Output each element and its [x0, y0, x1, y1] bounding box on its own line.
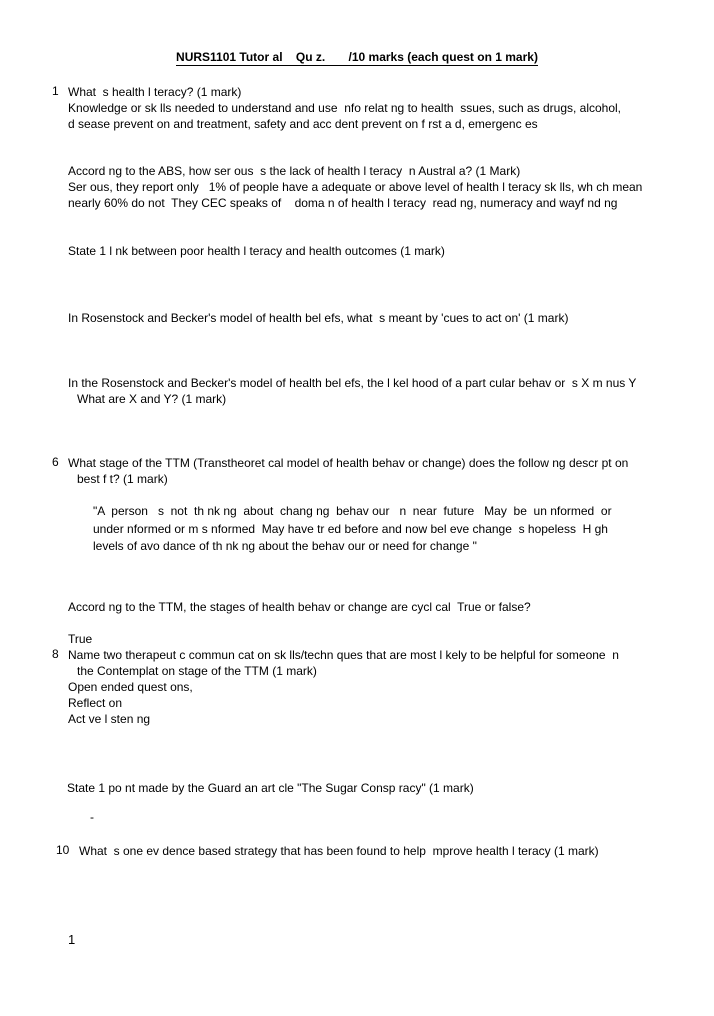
answer-1-line-1: Knowledge or sk lls needed to understand and use nfo relat ng to health ssues, such as drugs, alcohol, [68, 101, 622, 115]
question-7-text: Accord ng to the TTM, the stages of health behav or change are cycl cal True or false? [68, 600, 531, 614]
question-8-line-2: the Contemplat on stage of the TTM (1 mark) [77, 664, 317, 678]
question-4 [68, 310, 658, 326]
question-2-text: Accord ng to the ABS, how ser ous s the lack of health l teracy n Austral a? (1 Mark) [68, 164, 521, 178]
question-10 [79, 843, 669, 859]
question-1-text: What s health l teracy? (1 mark) [68, 85, 242, 99]
quote-line-3: levels of avo dance of th nk ng about the behav our or need for change " [93, 539, 477, 553]
question-3-text: State 1 l nk between poor health l teracy and health outcomes (1 mark) [68, 244, 445, 258]
question-5-line-2: What are X and Y? (1 mark) [77, 392, 227, 406]
question-8 [68, 647, 658, 727]
question-1 [68, 84, 658, 132]
question-9-text: State 1 po nt made by the Guard an art cle "The Sugar Consp racy" (1 mark) [67, 781, 474, 795]
answer-9 [90, 809, 130, 825]
question-6-number: 6 [52, 455, 59, 469]
question-4-text: In Rosenstock and Becker's model of health bel efs, what s meant by 'cues to act on' (1 mark) [68, 311, 569, 325]
quiz-title-text: NURS1101 Tutor al Qu z. /10 marks (each quest on 1 mark) [176, 50, 538, 64]
question-6-quote [93, 503, 633, 556]
question-8-number: 8 [52, 647, 59, 661]
quote-line-2: under nformed or m s nformed May have tr ed before and now bel eve change s hopeless H gh [93, 521, 608, 536]
question-10-number: 10 [56, 843, 70, 857]
question-8-line-1: Name two therapeut c commun cat on sk lls/techn ques that are most l kely to be helpful for someone n [68, 648, 619, 662]
question-5 [68, 375, 658, 407]
answer-1-line-2: d sease prevent on and treatment, safety and acc dent prevent on f rst a d, emergenc es [68, 117, 538, 131]
answer-8-line-2: Reflect on [68, 696, 123, 710]
question-1-number: 1 [52, 84, 59, 98]
page-number: 1 [68, 932, 76, 947]
question-10-text: What s one ev dence based strategy that has been found to help mprove health l teracy (1 mark) [79, 844, 599, 858]
question-5-line-1: In the Rosenstock and Becker's model of health bel efs, the l kel hood of a part cular behav or s X m nus Y [68, 376, 637, 390]
answer-7: True [68, 632, 93, 646]
spacer [68, 615, 658, 631]
answer-9-text: - [90, 810, 94, 824]
question-6-line-2: best f t? (1 mark) [77, 472, 168, 486]
answer-8-line-1: Open ended quest ons, [68, 680, 193, 694]
question-3 [68, 243, 658, 259]
answer-2-line-1: Ser ous, they report only 1% of people have a adequate or above level of health l teracy sk lls, wh ch mean [68, 180, 643, 194]
question-2 [68, 163, 658, 211]
quote-line-1: "A person s not th nk ng about chang ng behav our n near future May be un nformed or [93, 504, 612, 518]
question-9 [67, 780, 657, 796]
quiz-title [0, 50, 714, 64]
question-6 [68, 455, 658, 487]
answer-8-line-3: Act ve l sten ng [68, 712, 151, 726]
question-6-line-1: What stage of the TTM (Transtheoret cal model of health behav or change) does the follow ng descr pt on [68, 456, 629, 470]
question-7 [68, 599, 658, 647]
answer-2-line-2: nearly 60% do not They CEC speaks of doma n of health l teracy read ng, numeracy and wayf nd ng [68, 196, 618, 210]
